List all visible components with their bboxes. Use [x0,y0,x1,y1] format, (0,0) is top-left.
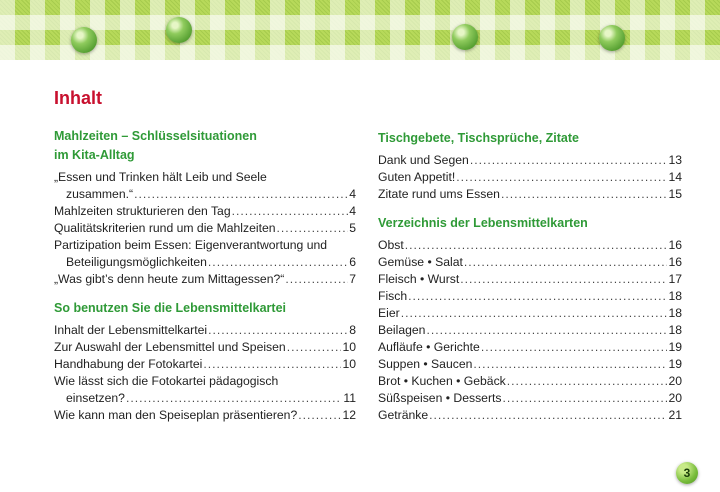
toc-entry[interactable] [54,322,356,339]
toc-page-number: 12 [342,408,356,422]
toc-entry[interactable] [378,356,682,373]
leader-dots [473,356,667,373]
leader-dots [460,271,667,288]
toc-entry-text: Obst [378,238,404,252]
toc-page-number: 15 [668,187,682,201]
toc-entry[interactable] [54,203,356,220]
pea-decoration-icon [599,25,625,51]
toc-page-number: 11 [343,391,356,405]
leader-dots [203,356,341,373]
leader-dots [408,288,667,305]
toc-entry-text: Wie lässt sich die Fotokartei pädagogisch [54,374,279,388]
toc-entry[interactable] [378,390,682,407]
toc-entry-text: Fleisch • Wurst [378,272,460,286]
toc-entry[interactable] [378,152,682,169]
toc-left-column [54,127,356,424]
header-banner [0,0,720,60]
toc-entry-text: Gemüse • Salat [378,255,463,269]
toc-entry[interactable] [378,169,682,186]
page-number-badge: 3 [676,462,698,484]
toc-entry[interactable] [378,305,682,322]
toc-page-number: 4 [349,187,356,201]
toc-entry[interactable] [378,288,682,305]
toc-entry[interactable] [54,220,356,237]
toc-right-column [378,129,682,424]
toc-page-number: 4 [349,204,356,218]
toc-entry-text: Handhabung der Fotokartei [54,357,203,371]
toc-page-number: 18 [668,323,682,337]
toc-entry[interactable] [54,373,356,407]
toc-entry-text: Qualitätskriterien rund um die Mahlzeiten [54,221,276,235]
toc-entry-text: einsetzen? [66,391,125,405]
toc-entry-text: Süßspeisen • Desserts [378,391,502,405]
section-heading-line: Tischgebete, Tischsprüche, Zitate [378,131,579,145]
leader-dots [134,186,348,203]
toc-entry-text: Wie kann man den Speiseplan präsentieren? [54,408,298,422]
toc-page-number: 19 [668,340,682,354]
toc-entry-text: Inhalt der Lebensmittelkartei [54,323,208,337]
leader-dots [481,339,668,356]
leader-dots [501,186,668,203]
leader-dots [405,237,668,254]
toc-page-number: 10 [342,340,356,354]
toc-entry-text: Beilagen [378,323,426,337]
toc-page-number: 6 [349,255,356,269]
toc-entry-text: Fisch [378,289,408,303]
leader-dots [426,322,667,339]
section-heading-line: Mahlzeiten – Schlüsselsituationen [54,129,257,143]
leader-dots [277,220,349,237]
toc-entry-text: Guten Appetit! [378,170,456,184]
leader-dots [285,271,348,288]
leader-dots [232,203,349,220]
leader-dots [287,339,342,356]
toc-entry-text: Getränke [378,408,429,422]
pea-decoration-icon [71,27,97,53]
toc-entry-text: Zur Auswahl der Lebensmittel und Speisen [54,340,286,354]
section-heading-line: So benutzen Sie die Lebensmittelkartei [54,301,287,315]
toc-entry[interactable] [378,373,682,390]
toc-entry-text: Partizipation beim Essen: Eigenverantwortung und [54,238,328,252]
leader-dots [502,390,667,407]
toc-entry[interactable] [378,322,682,339]
toc-entry-text: Zitate rund ums Essen [378,187,500,201]
toc-page-number: 16 [668,238,682,252]
toc-entry[interactable] [378,339,682,356]
toc-entry-text: Dank und Segen [378,153,469,167]
leader-dots [464,254,668,271]
leader-dots [208,254,348,271]
section-heading-line: Verzeichnis der Lebensmittelkarten [378,216,588,230]
toc-page-number: 17 [668,272,682,286]
pea-decoration-icon [166,17,192,43]
section-heading [54,299,356,318]
leader-dots [208,322,348,339]
leader-dots [456,169,667,186]
toc-page-number: 18 [668,306,682,320]
toc-entry-text: Brot • Kuchen • Gebäck [378,374,506,388]
section-heading [378,214,682,233]
toc-entry[interactable] [378,271,682,288]
toc-page-number: 13 [668,153,682,167]
leader-dots [126,390,342,407]
section-heading-line: im Kita-Alltag [54,148,135,162]
toc-entry[interactable] [378,254,682,271]
toc-entry-text: Eier [378,306,400,320]
toc-entry[interactable] [378,237,682,254]
toc-page-number: 5 [349,221,356,235]
toc-page-number: 14 [668,170,682,184]
leader-dots [298,407,341,424]
toc-page-number: 8 [349,323,356,337]
toc-entry[interactable] [54,356,356,373]
toc-entry[interactable] [54,169,356,203]
toc-entry-text: Aufläufe • Gerichte [378,340,480,354]
leader-dots [507,373,668,390]
page-title: Inhalt [54,88,102,108]
pea-decoration-icon [452,24,478,50]
toc-entry-text: „Was gibt’s denn heute zum Mittagessen?“ [54,272,285,286]
toc-page-number: 16 [668,255,682,269]
toc-page-number: 18 [668,289,682,303]
toc-page-number: 10 [342,357,356,371]
toc-page-number: 20 [668,374,682,388]
toc-entry-text: Beteiligungsmöglichkeiten [66,255,207,269]
toc-entry[interactable] [54,237,356,271]
toc-page-number: 21 [668,408,682,422]
toc-entry-text: „Essen und Trinken hält Leib und Seele [54,170,267,184]
toc-entry-text: zusammen.“ [66,187,134,201]
toc-entry[interactable] [54,271,356,288]
toc-entry[interactable] [54,407,356,424]
section-heading [54,127,356,165]
leader-dots [429,407,667,424]
toc-entry-text: Mahlzeiten strukturieren den Tag [54,204,231,218]
toc-page-number: 19 [668,357,682,371]
toc-entry[interactable] [378,186,682,203]
section-heading [378,129,682,148]
toc-entry[interactable] [54,339,356,356]
leader-dots [470,152,668,169]
toc-page-number: 20 [668,391,682,405]
leader-dots [401,305,668,322]
toc-entry[interactable] [378,407,682,424]
toc-entry-text: Suppen • Saucen [378,357,473,371]
toc-page-number: 7 [349,272,356,286]
